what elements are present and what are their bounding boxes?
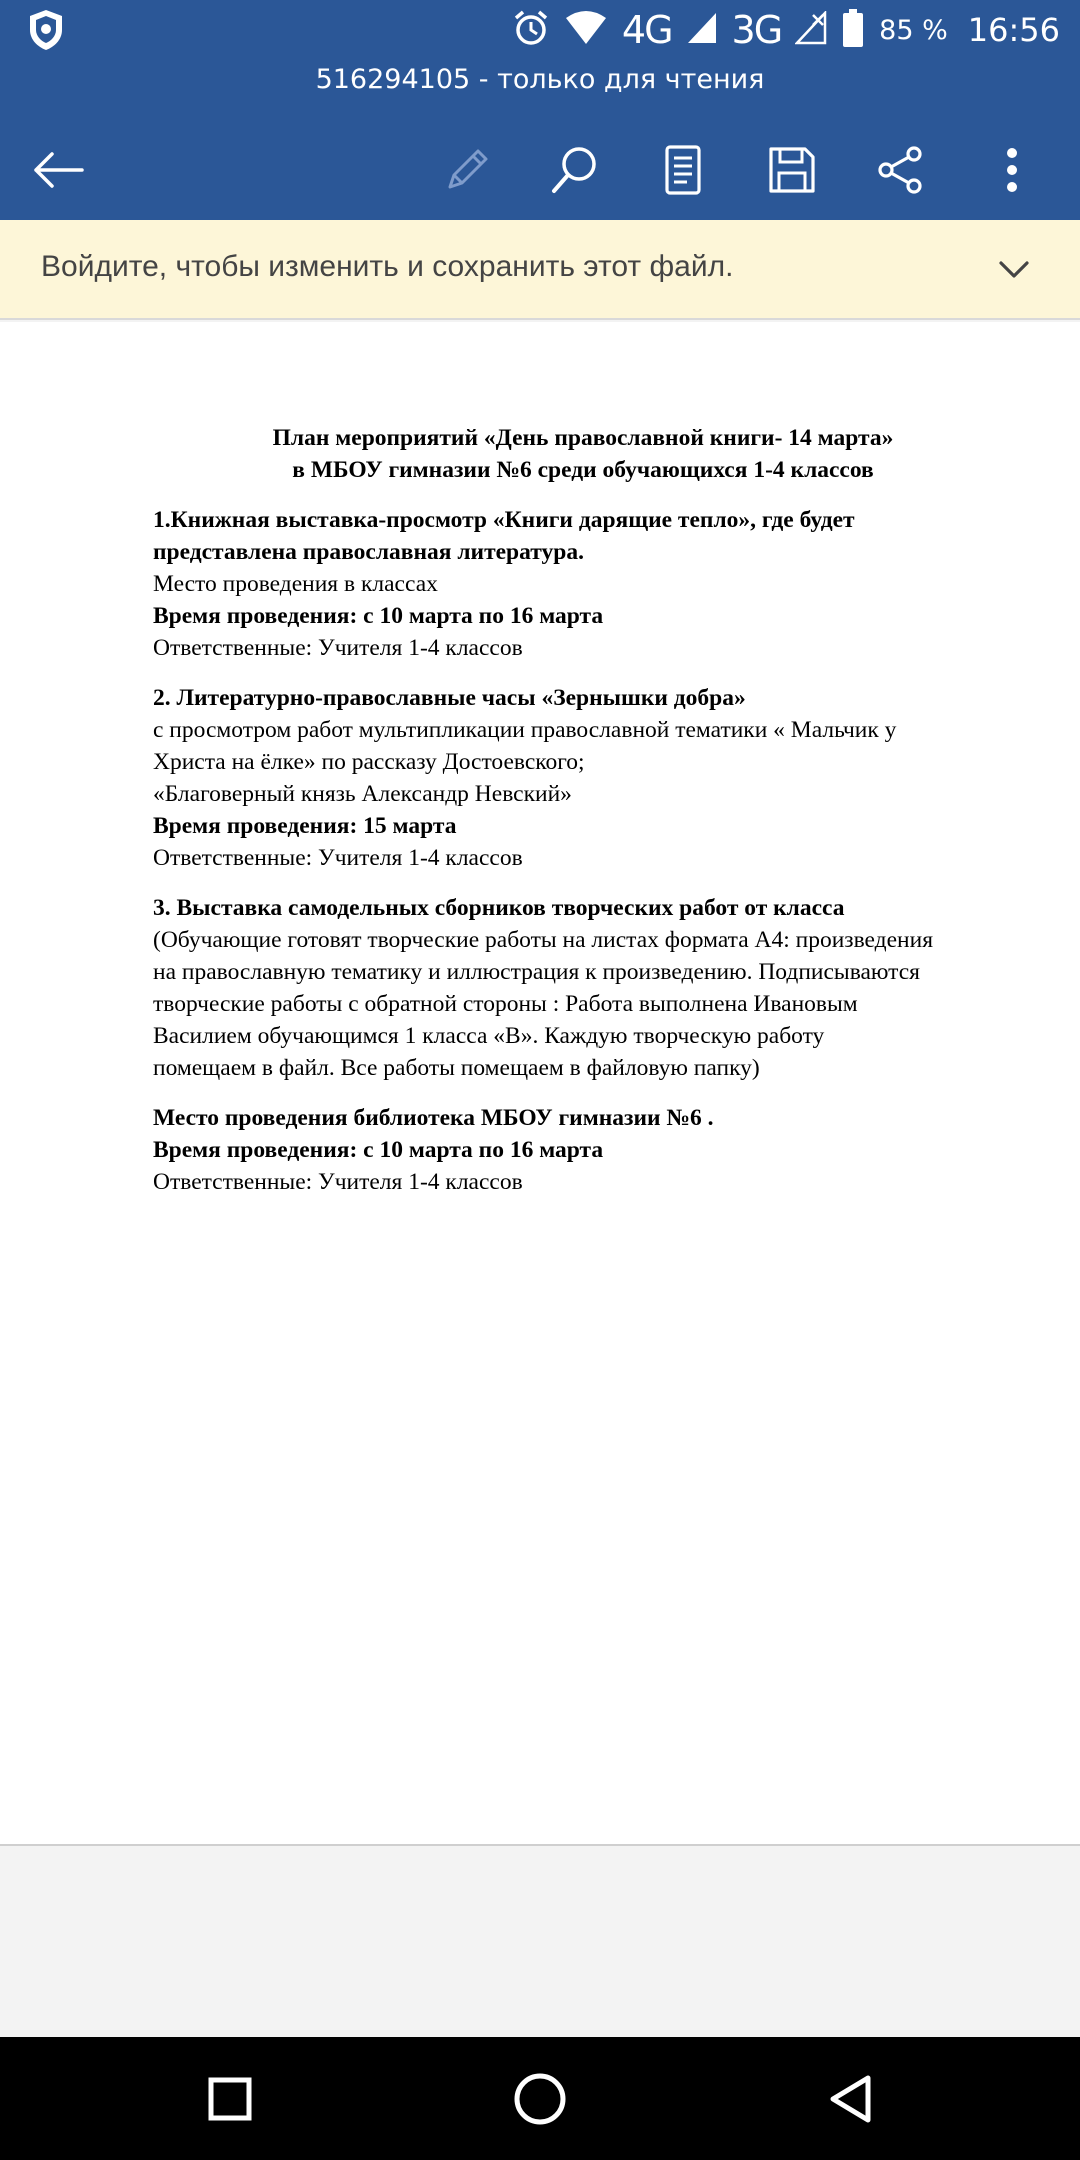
section3-desc-1: (Обучающие готовят творческие работы на листах формата А4: произведения <box>153 927 934 953</box>
home-button[interactable] <box>504 2063 576 2135</box>
chevron-down-icon <box>998 260 1030 280</box>
back-button[interactable] <box>18 130 98 210</box>
section2-heading: 2. Литературно-православные часы «Зернышки добра» <box>153 685 746 711</box>
document-title: 516294105 - только для чтения <box>315 64 765 95</box>
reading-view-button[interactable] <box>643 130 723 210</box>
section2-responsible: Ответственные: Учителя 1-4 классов <box>153 845 523 871</box>
wifi-icon <box>564 10 608 50</box>
section3-heading: 3. Выставка самодельных сборников творческих работ от класса <box>153 895 845 921</box>
signal-4g-icon <box>686 11 718 49</box>
triangle-back-icon <box>828 2074 872 2124</box>
document-view-icon <box>663 144 703 196</box>
share-button[interactable] <box>860 130 940 210</box>
sign-in-banner[interactable] <box>0 220 1080 320</box>
more-vertical-icon <box>1005 146 1019 194</box>
section3-time: Время проведения: с 10 марта по 16 марта <box>153 1137 604 1163</box>
edit-button[interactable] <box>427 130 507 210</box>
section1-time: Время проведения: с 10 марта по 16 марта <box>153 603 604 629</box>
search-button[interactable] <box>535 130 615 210</box>
search-icon <box>549 144 601 196</box>
section3-desc-3: творческие работы с обратной стороны : Работа выполнена Ивановым <box>153 991 858 1017</box>
security-shield-icon <box>26 8 66 52</box>
section3-desc-4: Василием обучающимся 1 класса «В». Каждую творческую работу <box>153 1023 825 1049</box>
app-bar <box>0 0 1080 220</box>
document-content <box>153 422 1013 1198</box>
section2-desc-1: с просмотром работ мультипликации православной тематики « Мальчик у <box>153 717 897 743</box>
section3-desc-5: помещаем в файл. Все работы помещаем в файловую папку) <box>153 1055 760 1081</box>
battery-icon <box>841 8 865 52</box>
circle-icon <box>513 2072 567 2126</box>
section2-desc-3: «Благоверный князь Александр Невский» <box>153 781 572 807</box>
doc-title-line-2: в МБОУ гимназии №6 среди обучающихся 1-4 классов <box>292 457 874 483</box>
signal-3g-icon <box>795 11 827 49</box>
recent-apps-button[interactable] <box>194 2063 266 2135</box>
section3-desc-2: на православную тематику и иллюстрация к произведению. Подписываются <box>153 959 920 985</box>
sign-in-banner-text: Войдите, чтобы изменить и сохранить этот файл. <box>41 250 734 283</box>
network-4g-label: 4G <box>621 8 672 52</box>
doc-title-line-1: План мероприятий «День православной книги- 14 марта» <box>272 425 894 451</box>
alarm-icon <box>512 9 550 51</box>
floppy-disk-icon <box>767 145 817 195</box>
pencil-icon <box>442 145 492 195</box>
section1-heading-1: 1.Книжная выставка-просмотр «Книги дарящие тепло», где будет <box>153 507 855 533</box>
status-bar <box>0 0 1080 60</box>
back-nav-button[interactable] <box>814 2063 886 2135</box>
section3-responsible: Ответственные: Учителя 1-4 классов <box>153 1169 523 1195</box>
banner-expand-button[interactable] <box>988 244 1040 296</box>
section1-place: Место проведения в классах <box>153 571 438 597</box>
toolbar <box>0 120 1080 220</box>
section1-heading-2: представлена православная литература. <box>153 539 584 565</box>
battery-percent: 85 % <box>879 14 948 46</box>
section2-time: Время проведения: 15 марта <box>153 813 457 839</box>
system-nav-bar <box>0 2037 1080 2160</box>
section3-place: Место проведения библиотека МБОУ гимназии №6 . <box>153 1105 714 1131</box>
status-clock: 16:56 <box>967 11 1060 49</box>
status-icons <box>512 0 1060 60</box>
arrow-left-icon <box>32 150 84 190</box>
share-icon <box>876 145 924 195</box>
document-page[interactable] <box>0 322 1080 1846</box>
section2-desc-2: Христа на ёлке» по рассказу Достоевского; <box>153 749 585 775</box>
section1-responsible: Ответственные: Учителя 1-4 классов <box>153 635 523 661</box>
square-icon <box>208 2077 252 2121</box>
save-button[interactable] <box>752 130 832 210</box>
more-options-button[interactable] <box>972 130 1052 210</box>
network-3g-label: 3G <box>731 8 782 52</box>
